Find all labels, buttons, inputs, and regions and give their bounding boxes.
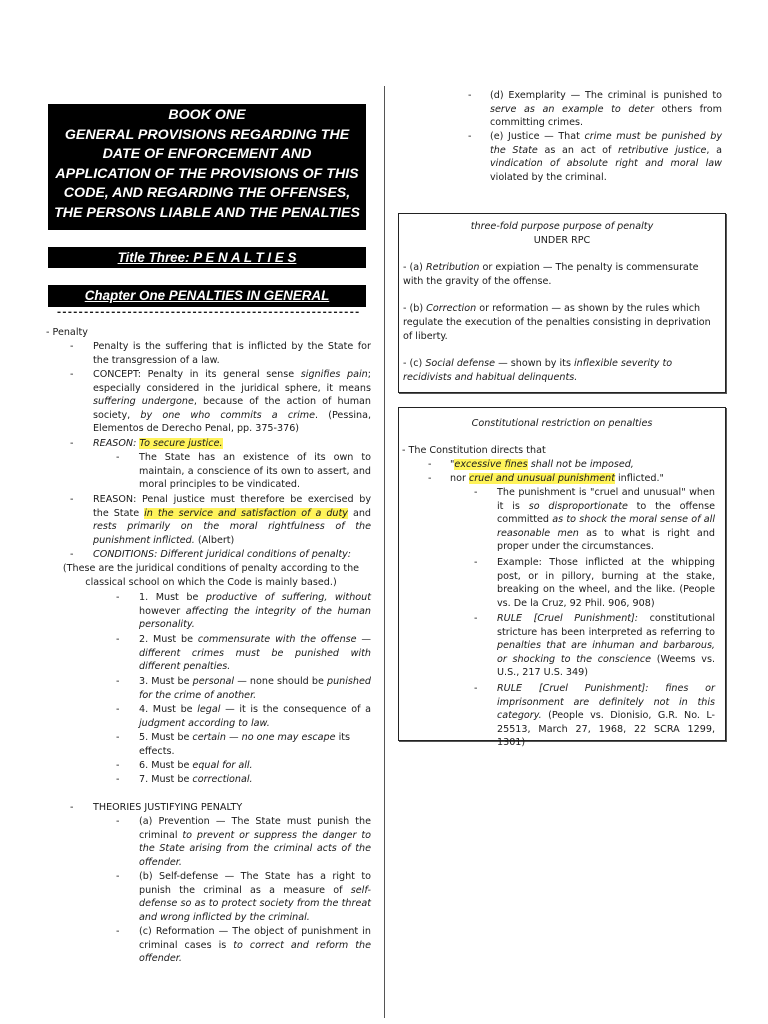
bullet-dash: - bbox=[474, 557, 478, 568]
title-three-heading: Title Three: P E N A L T I E S bbox=[48, 247, 366, 268]
theory-prevention bbox=[139, 815, 371, 869]
rule-emphasis: RULE [Cruel Punishment]: fines or imprisonment are definitely not in this category. bbox=[497, 683, 715, 722]
restriction-highlight: excessive fines bbox=[454, 459, 528, 470]
conditions-text: CONDITIONS: Different juridical conditions of penalty: bbox=[93, 549, 352, 560]
cruel-unusual-definition bbox=[497, 486, 715, 554]
condition-4 bbox=[139, 703, 371, 730]
theory-text: others from committing crimes. bbox=[490, 103, 722, 129]
theory-text: , a bbox=[706, 144, 722, 156]
bullet-dash: - bbox=[428, 473, 432, 484]
theories-heading bbox=[93, 801, 371, 815]
concept-citation: . (Pessina, Elementos de Derecho Penal, pp. 375-376) bbox=[93, 409, 372, 435]
box-title: three-fold purpose purpose of penalty bbox=[470, 221, 654, 232]
purpose-text: - (c) bbox=[403, 358, 426, 370]
condition-text: 2. Must be bbox=[139, 634, 198, 645]
rule-citation: (People vs. Dionisio, G.R. No. L-25513, March 27, 1968, 22 SCRA 1299, 1301) bbox=[497, 710, 715, 749]
definition-emphasis: so disproportionate bbox=[528, 500, 628, 512]
theory-exemplarity bbox=[490, 89, 722, 130]
constitution-intro: - The Constitution directs that bbox=[402, 445, 546, 456]
bullet-dash: - bbox=[116, 676, 120, 687]
purpose-text: - (a) bbox=[403, 262, 426, 274]
theory-justice bbox=[490, 130, 722, 184]
cruel-example: Example: Those inflicted at the whipping post, or in pillory, burning at the stake, breaking on the wheel, and the like. (People vs. De la Cruz, 92 Phil. 906, 908) bbox=[497, 557, 715, 609]
condition-emphasis: certain — no one may escape bbox=[192, 732, 336, 743]
book-header-line: GENERAL PROVISIONS REGARDING THE bbox=[64, 126, 350, 143]
concept-emphasis: by one who commits a crime bbox=[140, 409, 316, 421]
condition-text: 3. Must be bbox=[139, 676, 193, 687]
chapter-one-heading: Chapter One PENALTIES IN GENERAL bbox=[48, 285, 366, 307]
theories-text: THEORIES JUSTIFYING PENALTY bbox=[93, 802, 243, 813]
theory-emphasis: retributive justice bbox=[618, 144, 707, 156]
rule-emphasis: penalties that are inhuman and barbarous, or shocking to the conscience bbox=[497, 640, 715, 665]
restriction-punishment bbox=[450, 472, 722, 486]
purpose-text: or expiation — The penalty is commensurate with the gravity of the offense. bbox=[403, 262, 699, 287]
bullet-dash: - bbox=[70, 369, 74, 380]
bullet-dash: - bbox=[116, 816, 120, 827]
condition-5 bbox=[139, 731, 371, 758]
bullet-dash: - bbox=[468, 90, 472, 101]
bullet-dash: - bbox=[474, 487, 478, 498]
bullet-dash: - bbox=[468, 131, 472, 142]
theory-emphasis: vindication of absolute right and moral law bbox=[490, 158, 722, 170]
condition-emphasis: productive of suffering, without bbox=[205, 592, 371, 603]
condition-emphasis: correctional. bbox=[192, 774, 253, 785]
definition-emphasis: as to shock the moral sense of all reasonable men bbox=[497, 514, 715, 539]
reason-two-emphasis: rests primarily on the moral rightfulness of the punishment inflicted. bbox=[93, 521, 371, 546]
concept-text: ; especially considered in the juridical sphere, it means bbox=[93, 369, 371, 394]
bullet-dash: - bbox=[70, 341, 74, 352]
penalty-definition bbox=[93, 340, 371, 367]
theory-text: (c) Reformation — The object of punishment in criminal cases is bbox=[139, 926, 371, 951]
bullet-dash: - bbox=[116, 926, 120, 937]
purpose-text: or reformation — as shown by the rules which regulate the execution of the penalties consisting in deprivation of liberty. bbox=[403, 303, 711, 342]
bullet-dash: - bbox=[116, 704, 120, 715]
concept-paragraph bbox=[93, 368, 371, 436]
reason-one bbox=[93, 437, 371, 451]
theory-emphasis: crime must be punished by the State bbox=[490, 131, 723, 156]
conditions-heading bbox=[93, 548, 371, 562]
condition-text: 7. Must be bbox=[139, 774, 193, 785]
definition-text: The punishment is "cruel and unusual" when it is bbox=[497, 487, 715, 512]
condition-text: 5. Must be bbox=[139, 732, 193, 743]
reason-two-citation: (Albert) bbox=[194, 534, 235, 546]
purpose-of-penalty-box bbox=[398, 213, 726, 393]
dash-rule: -------------------------------------------------------- bbox=[56, 307, 360, 318]
bullet-dash: - bbox=[116, 452, 120, 463]
bullet-dash: - bbox=[474, 613, 478, 624]
bullet-dash: - bbox=[116, 871, 120, 882]
purpose-emphasis: inflexible severity to recidivists and habitual delinquents. bbox=[403, 358, 673, 383]
penalty-label: - Penalty bbox=[46, 327, 88, 338]
restriction-text: inflicted." bbox=[614, 473, 664, 484]
theory-emphasis: self-defense so as to protect society from the threat and wrong inflicted by the criminal. bbox=[139, 884, 371, 923]
definition-text: to the offense committed bbox=[497, 500, 715, 526]
box-subtitle: UNDER RPC bbox=[533, 234, 591, 246]
condition-emphasis: punished for the crime of another. bbox=[139, 676, 371, 701]
condition-text: — none should be bbox=[234, 676, 327, 687]
rule-fines-imprisonment bbox=[497, 682, 715, 750]
bullet-dash: - bbox=[116, 732, 120, 743]
reason-two-text: and bbox=[347, 507, 371, 519]
purpose-emphasis: Retribution bbox=[425, 262, 480, 274]
book-header-line: CODE, AND REGARDING THE OFFENSES, bbox=[63, 185, 351, 202]
condition-3 bbox=[139, 675, 371, 702]
purpose-retribution bbox=[403, 261, 721, 288]
bullet-dash: - bbox=[70, 549, 74, 560]
condition-emphasis: personal bbox=[192, 676, 235, 687]
theory-text: (e) Justice — That bbox=[490, 131, 585, 142]
reason-two-highlight: in the service and satisfaction of a duty bbox=[144, 507, 348, 519]
purpose-text: - (b) bbox=[403, 303, 427, 315]
theory-emphasis: serve as an example to deter bbox=[490, 103, 654, 115]
purpose-emphasis: Social defense bbox=[425, 358, 496, 370]
condition-text: its effects. bbox=[139, 732, 351, 757]
rule-text: constitutional stricture has been interpreted as referring to bbox=[497, 613, 715, 638]
condition-text: 6. Must be bbox=[139, 760, 193, 771]
condition-emphasis: affecting the integrity of the human personality. bbox=[139, 605, 371, 631]
condition-emphasis: commensurate with the offense — different crimes must be punished with different penalties. bbox=[139, 634, 371, 673]
theory-emphasis: to prevent or suppress the danger to the State arising from the criminal acts of the offender. bbox=[139, 829, 371, 868]
restriction-emphasis: shall not be imposed, bbox=[527, 459, 634, 470]
condition-emphasis: equal for all. bbox=[192, 760, 253, 771]
condition-text: 1. Must be bbox=[139, 592, 206, 603]
bullet-dash: - bbox=[474, 683, 478, 694]
bullet-dash: - bbox=[116, 760, 120, 771]
condition-6 bbox=[139, 759, 371, 773]
box-title: Constitutional restriction on penalties bbox=[471, 418, 653, 429]
bullet-dash: - bbox=[428, 459, 432, 470]
theory-text: as an act of bbox=[537, 144, 619, 156]
condition-1 bbox=[139, 591, 371, 632]
reason-one-detail: The State has an existence of its own to maintain, a conscience of its own to assert, and moral principles to be vindicated. bbox=[139, 452, 371, 491]
theory-text: (d) Exemplarity — The criminal is punished to bbox=[490, 90, 722, 101]
reason-two-text: REASON: Penal justice must therefore be exercised by the State bbox=[93, 494, 371, 519]
purpose-correction bbox=[403, 302, 721, 343]
book-header-line: THE PERSONS LIABLE AND THE PENALTIES bbox=[54, 204, 360, 221]
penalty-definition-text: Penalty is the suffering that is inflicted by the State for the transgression of a law. bbox=[93, 341, 371, 366]
restriction-text: nor bbox=[450, 473, 469, 484]
book-header-line: DATE OF ENFORCEMENT AND bbox=[102, 146, 312, 163]
rule-citation: (Weems vs. U.S., 217 U.S. 349) bbox=[497, 653, 715, 679]
rule-cruel-punishment bbox=[497, 612, 715, 680]
theory-emphasis: to correct and reform the offender. bbox=[139, 939, 371, 965]
concept-emphasis: signifies pain bbox=[300, 369, 368, 380]
bullet-dash: - bbox=[70, 494, 74, 505]
bullet-dash: - bbox=[70, 802, 74, 813]
bullet-dash: - bbox=[70, 438, 74, 449]
concept-text: , because of the action of human society, bbox=[93, 396, 371, 421]
condition-2 bbox=[139, 633, 371, 674]
theory-text: (b) Self-defense — The State has a right to punish the criminal as a measure of bbox=[139, 871, 371, 896]
column-divider bbox=[384, 86, 385, 1018]
bullet-dash: - bbox=[116, 592, 120, 603]
condition-emphasis: legal bbox=[197, 704, 221, 715]
restriction-fines bbox=[450, 458, 722, 472]
book-one-header bbox=[48, 104, 366, 230]
reason-label: REASON: bbox=[93, 438, 140, 449]
condition-emphasis: judgment according to law. bbox=[139, 717, 270, 729]
book-header-line: APPLICATION OF THE PROVISIONS OF THIS bbox=[55, 165, 359, 182]
purpose-emphasis: Correction bbox=[426, 303, 477, 315]
condition-text: — it is the consequence of a bbox=[220, 704, 371, 715]
restriction-text: " bbox=[450, 459, 455, 470]
book-header-line: BOOK ONE bbox=[168, 107, 246, 123]
purpose-social-defense bbox=[403, 357, 721, 384]
theory-self-defense bbox=[139, 870, 371, 924]
condition-7 bbox=[139, 773, 371, 787]
reason-highlight: To secure justice. bbox=[139, 438, 223, 449]
definition-text: as to what is right and proper under the circumstances. bbox=[497, 527, 715, 553]
concept-text: CONCEPT: Penalty in its general sense bbox=[93, 369, 301, 380]
rule-label: RULE [Cruel Punishment]: bbox=[497, 613, 639, 624]
theory-text: violated by the criminal. bbox=[490, 171, 607, 183]
condition-text: 4. Must be bbox=[139, 704, 198, 715]
theory-reformation bbox=[139, 925, 371, 966]
restriction-highlight: cruel and unusual punishment bbox=[468, 473, 615, 484]
purpose-text: — shown by its bbox=[495, 358, 574, 370]
concept-emphasis: suffering undergone bbox=[93, 396, 194, 408]
bullet-dash: - bbox=[116, 774, 120, 785]
reason-two bbox=[93, 493, 371, 547]
theory-text: (a) Prevention — The State must punish the criminal bbox=[139, 816, 371, 841]
conditions-note: (These are the juridical conditions of penalty according to the classical school on which the Code is mainly based.) bbox=[62, 563, 360, 588]
bullet-dash: - bbox=[116, 634, 120, 645]
condition-text: however bbox=[139, 605, 186, 617]
